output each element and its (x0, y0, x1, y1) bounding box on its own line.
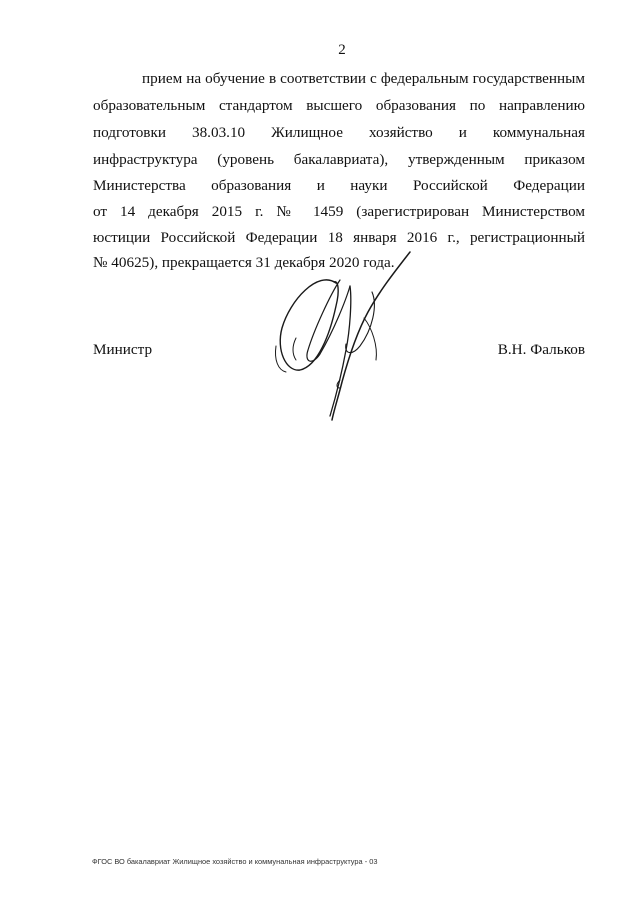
page-number: 2 (338, 42, 346, 58)
body-line-6: от 14 декабря 2015 г. № 1459 (зарегистрирован Министерством (93, 203, 585, 220)
signature-block (93, 341, 585, 363)
body-line-5: Министерства образования и науки Российской Федерации (93, 177, 585, 194)
body-line-3: подготовки 38.03.10 Жилищное хозяйство и коммунальная (93, 124, 585, 141)
body-line-1: прием на обучение в соответствии с федеральным государственным (142, 70, 585, 87)
document-footer: ФГОС ВО бакалавриат Жилищное хозяйство и коммунальная инфраструктура - 03 (92, 857, 378, 866)
body-line-8: № 40625), прекращается 31 декабря 2020 года. (93, 254, 395, 271)
body-line-7: юстиции Российской Федерации 18 января 2016 г., регистрационный (93, 229, 585, 246)
signatory-name: В.Н. Фальков (497, 341, 585, 358)
body-line-2: образовательным стандартом высшего образования по направлению (93, 97, 585, 114)
signatory-title: Министр (93, 341, 153, 358)
body-line-4: инфраструктура (уровень бакалавриата), утвержденным приказом (93, 151, 585, 168)
